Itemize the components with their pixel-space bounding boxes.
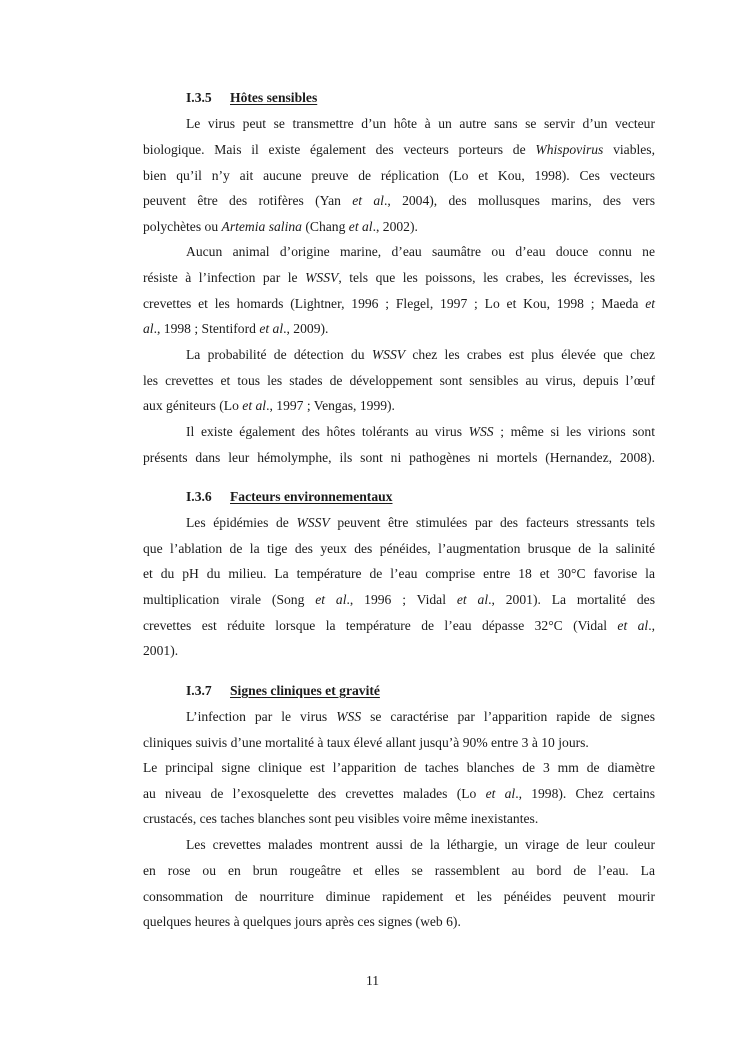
section-title: Facteurs environnementaux [230, 489, 393, 504]
italic-term: et al [352, 193, 384, 208]
paragraph-line: L’infection par le virus WSS se caractérise par l’apparition rapide de signes [186, 709, 655, 724]
italic-term: WSS [468, 424, 494, 439]
paragraph-line: crustacés, ces taches blanches sont peu visibles voire même inexistantes. [143, 811, 539, 826]
paragraph-line: multiplication virale (Song et al., 1996 ; Vidal et al., 2001). La mortalité des [143, 592, 655, 607]
paragraph-line: en rose ou en brun rougeâtre et elles se rassemblent au bord de l’eau. La [143, 863, 655, 878]
paragraph-line: peuvent être des rotifères (Yan et al., 2004), des mollusques marins, des vers [143, 193, 655, 208]
italic-term: WSSV [296, 515, 330, 530]
paragraph-line: résiste à l’infection par le WSSV, tels que les poissons, les crabes, les écrevisses, les [143, 270, 655, 285]
paragraph-line: quelques heures à quelques jours après ces signes (web 6). [143, 914, 461, 929]
paragraph-line: Les épidémies de WSSV peuvent être stimulées par des facteurs stressants tels [186, 515, 655, 530]
section-number: I.3.6 [186, 489, 212, 504]
paragraph-line: consommation de nourriture diminue rapidement et les pénéides peuvent mourir [143, 889, 655, 904]
paragraph-line: biologique. Mais il existe également des vecteurs porteurs de Whispovirus viables, [143, 142, 655, 157]
italic-term: et al [617, 618, 649, 633]
paragraph-line: Aucun animal d’origine marine, d’eau saumâtre ou d’eau douce connu ne [186, 244, 655, 259]
paragraph-line: au niveau de l’exosquelette des crevettes malades (Lo et al., 1998). Chez certains [143, 786, 655, 801]
italic-term: et al [259, 321, 284, 336]
italic-term: et al [456, 592, 489, 607]
italic-term: et al [242, 398, 267, 413]
paragraph-line: Le principal signe clinique est l’apparition de taches blanches de 3 mm de diamètre [143, 760, 655, 775]
paragraph-line: aux géniteurs (Lo et al., 1997 ; Vengas, 1999). [143, 398, 395, 413]
page-number: 11 [365, 973, 380, 988]
section-heading-facteurs-environnementaux [186, 489, 392, 505]
italic-term: Whispovirus [535, 142, 604, 157]
paragraph-line: présents dans leur hémolymphe, ils sont ni pathogènes ni mortels (Hernandez, 2008). [143, 450, 655, 465]
section-number: I.3.5 [186, 90, 212, 105]
paragraph-line: Il existe également des hôtes tolérants au virus WSS ; même si les virions sont [186, 424, 655, 439]
paragraph-line: polychètes ou Artemia salina (Chang et al., 2002). [143, 219, 418, 234]
paragraph-line: 2001). [143, 643, 179, 658]
section-heading-signes-cliniques [186, 683, 380, 699]
italic-term: et al [348, 219, 373, 234]
paragraph-line: al., 1998 ; Stentiford et al., 2009). [143, 321, 329, 336]
italic-term: et al [485, 786, 516, 801]
paragraph-line: bien qu’il n’y ait aucune preuve de réplication (Lo et Kou, 1998). Ces vecteurs [143, 168, 655, 183]
paragraph-line: crevettes est réduite lorsque la température de l’eau dépasse 32°C (Vidal et al., [143, 618, 655, 633]
section-number: I.3.7 [186, 683, 212, 698]
paragraph-line: crevettes et les homards (Lightner, 1996 ; Flegel, 1997 ; Lo et Kou, 1998 ; Maeda et [143, 296, 655, 311]
section-title: Hôtes sensibles [230, 90, 318, 105]
italic-term: WSS [336, 709, 362, 724]
paragraph-line: et du pH du milieu. La température de l’eau comprise entre 18 et 30°C favorise la [143, 566, 655, 581]
section-title: Signes cliniques et gravité [230, 683, 380, 698]
italic-term: et [645, 296, 655, 311]
italic-term: WSSV [371, 347, 406, 362]
section-heading-hotes-sensibles [186, 90, 317, 106]
paragraph-line: que l’ablation de la tige des yeux des pénéides, l’augmentation brusque de la salinité [143, 541, 655, 556]
italic-term: Artemia salina [221, 219, 302, 234]
italic-term: et al [315, 592, 347, 607]
paragraph-line: cliniques suivis d’une mortalité à taux élevé allant jusqu’à 90% entre 3 à 10 jours. [143, 735, 589, 750]
italic-term: al [143, 321, 154, 336]
paragraph-line: La probabilité de détection du WSSV chez les crabes est plus élevée que chez [186, 347, 655, 362]
italic-term: WSSV [305, 270, 339, 285]
paragraph-line: les crevettes et tous les stades de développement sont sensibles au virus, depuis l’œuf [143, 373, 655, 388]
paragraph-line: Le virus peut se transmettre d’un hôte à un autre sans se servir d’un vecteur [186, 116, 655, 131]
paragraph-line: Les crevettes malades montrent aussi de la léthargie, un virage de leur couleur [186, 837, 655, 852]
